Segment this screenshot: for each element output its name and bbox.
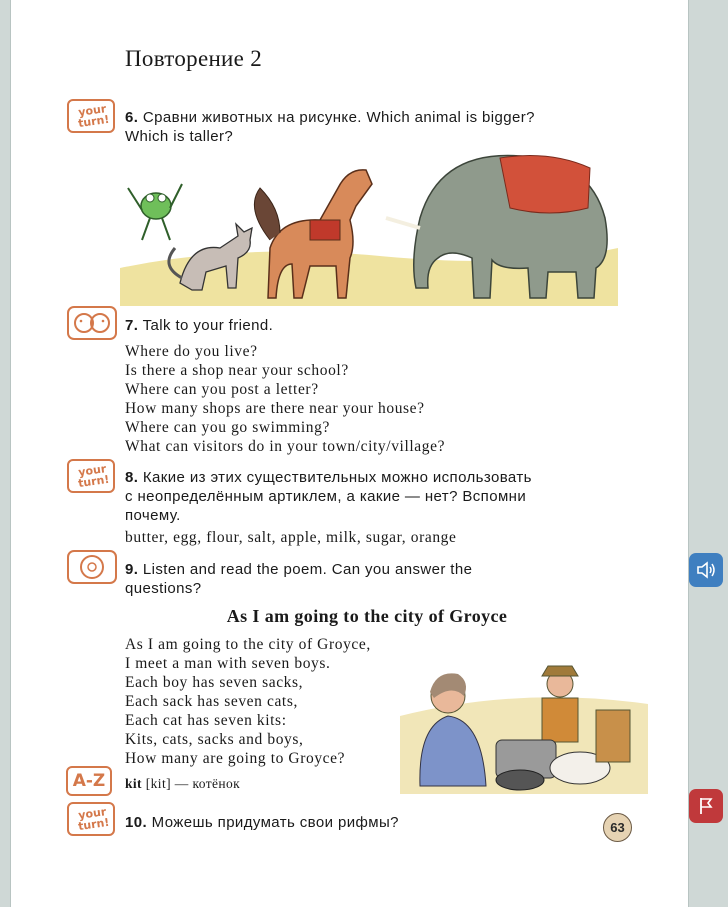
cd-icon bbox=[67, 550, 117, 584]
exercise-9-line1: Listen and read the poem. Can you answer the bbox=[142, 561, 473, 578]
your-turn-badge bbox=[67, 99, 115, 133]
your-turn-label: your turn! bbox=[77, 462, 111, 491]
exercise-7-instruction bbox=[125, 316, 605, 335]
exercise-6-number: 6. bbox=[125, 109, 139, 126]
exercise-7-questions bbox=[125, 342, 605, 456]
exercise-8-text bbox=[125, 468, 610, 525]
your-turn-label: your turn! bbox=[77, 805, 111, 834]
exercise-9-number: 9. bbox=[125, 561, 139, 578]
exercise-10-text bbox=[125, 813, 605, 832]
az-dictionary-badge: A-Z bbox=[66, 766, 112, 796]
exercise-8-words: butter, egg, flour, salt, apple, milk, sugar, orange bbox=[125, 529, 457, 546]
question-line: What can visitors do in your town/city/village? bbox=[125, 438, 446, 455]
exercise-6-text bbox=[125, 108, 610, 146]
exercise-8-line3: почему. bbox=[125, 507, 181, 524]
poem-line: Kits, cats, sacks and boys, bbox=[125, 731, 304, 748]
vocabulary-entry bbox=[125, 774, 240, 793]
exercise-7-text: Talk to your friend. bbox=[142, 317, 274, 334]
exercise-9-text bbox=[125, 560, 610, 598]
poem-title: As I am going to the city of Groyce bbox=[226, 606, 508, 626]
question-line: Where do you live? bbox=[125, 343, 258, 360]
poem-line: Each cat has seven kits: bbox=[125, 712, 287, 729]
man-figure bbox=[542, 666, 578, 742]
exercise-9-line2: questions? bbox=[125, 580, 202, 597]
page-number: 63 bbox=[603, 813, 632, 842]
vocab-translation: [kit] — котёнок bbox=[145, 776, 241, 791]
question-line: Where can you go swimming? bbox=[125, 419, 330, 436]
poem-illustration bbox=[400, 656, 648, 794]
poem-line: As I am going to the city of Groyce, bbox=[125, 636, 371, 653]
animals-illustration bbox=[120, 148, 618, 306]
exercise-8-line1: Какие из этих существительных можно использовать bbox=[142, 469, 532, 486]
your-turn-label: your turn! bbox=[77, 102, 111, 131]
poem-text bbox=[125, 635, 415, 768]
question-line: Is there a shop near your school? bbox=[125, 362, 349, 379]
poem-line: How many are going to Groyce? bbox=[125, 750, 346, 767]
question-line: How many shops are there near your house? bbox=[125, 400, 425, 417]
poem-line: Each boy has seven sacks, bbox=[125, 674, 304, 691]
page-title: Повторение 2 bbox=[125, 46, 263, 71]
vocab-word: kit bbox=[125, 776, 142, 791]
exercise-6-line1: Сравни животных на рисунке. Which animal is bigger? bbox=[142, 109, 535, 126]
exercise-8-number: 8. bbox=[125, 469, 139, 486]
your-turn-badge bbox=[67, 802, 115, 836]
audio-button[interactable] bbox=[689, 553, 723, 587]
pair-talk-icon bbox=[67, 306, 117, 340]
left-frame bbox=[0, 0, 11, 907]
exercise-8-line2: с неопределённым артиклем, а какие — нет? Вспомни bbox=[125, 488, 527, 505]
frog-figure bbox=[128, 184, 182, 240]
speaker-icon bbox=[696, 561, 716, 579]
exercise-10-line: Можешь придумать свои рифмы? bbox=[151, 814, 399, 831]
your-turn-badge bbox=[67, 459, 115, 493]
poem-line: I meet a man with seven boys. bbox=[125, 655, 331, 672]
poem-line: Each sack has seven cats, bbox=[125, 693, 298, 710]
exercise-7-number: 7. bbox=[125, 317, 139, 334]
right-frame bbox=[688, 0, 728, 907]
exercise-10-number: 10. bbox=[125, 814, 148, 831]
exercise-6-line2: Which is taller? bbox=[125, 128, 234, 145]
flag-icon bbox=[698, 797, 714, 815]
bookmark-flag-button[interactable] bbox=[689, 789, 723, 823]
question-line: Where can you post a letter? bbox=[125, 381, 319, 398]
